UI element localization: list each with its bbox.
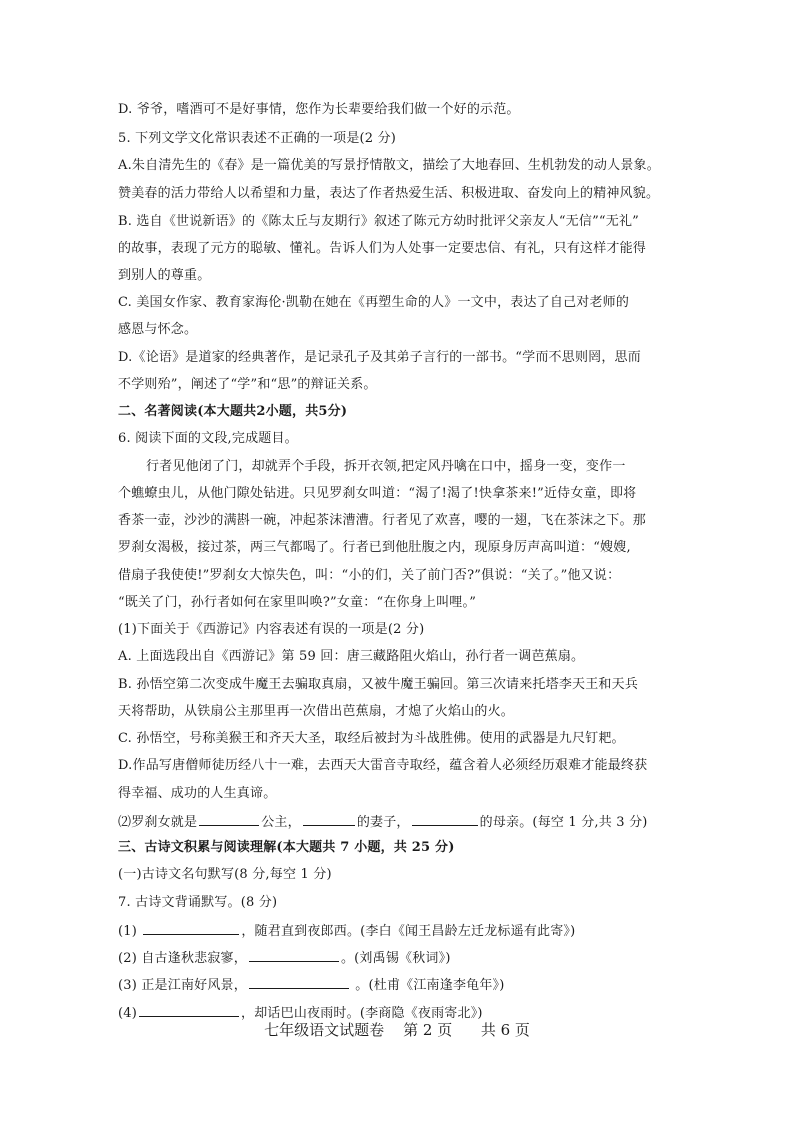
poem-1-blank[interactable] xyxy=(143,921,239,935)
q5-option-d-line2: 不学则殆”，阐述了“学”和“思”的辩证关系。 xyxy=(118,377,377,392)
q6-1-option-b-line1: B. 孙悟空第二次变成牛魔王去骗取真扇，又被牛魔王骗回。第三次请来托塔李天王和天兵 xyxy=(118,677,639,692)
q6-2-part2: 公主， xyxy=(261,815,301,830)
poem-line-1 xyxy=(118,921,678,941)
question-7: 7. 古诗文背诵默写。(8 分) xyxy=(118,895,278,910)
q6-1-option-a: A. 上面选段出自《西游记》第 59 回：唐三藏路阻火焰山，孙行者一调芭蕉扇。 xyxy=(118,649,585,664)
passage-line4: 罗刹女渴极，接过茶，两三气都喝了。行者已到他肚腹之内，现原身厉声高叫道：“嫂嫂, xyxy=(118,540,631,555)
q6-1-option-c: C. 孙悟空，号称美猴王和齐天大圣，取经后被封为斗战胜佛。使用的武器是九尺钉耙。 xyxy=(118,731,625,746)
q5-option-a-line2: 赞美春的活力带给人以希望和力量，表达了作者热爱生活、积极进取、奋发向上的精神风貌。 xyxy=(118,186,660,201)
poem-line-3 xyxy=(118,975,678,995)
q6-1-option-b-line2: 天将帮助，从铁扇公主那里再一次借出芭蕉扇，才熄了火焰山的火。 xyxy=(118,704,515,719)
q5-option-b-line1: B. 选自《世说新语》的《陈太丘与友期行》叙述了陈元方幼时批评父亲友人“无信”“无礼” xyxy=(118,214,640,229)
q5-option-c-line2: 感恩与怀念。 xyxy=(118,322,198,337)
poem-4-blank[interactable] xyxy=(139,1003,239,1017)
section-2-heading: 二、名著阅读(本大题共2小题，共5分) xyxy=(118,404,348,419)
q6-1-option-d-line2: 得幸福、成功的人生真谛。 xyxy=(118,786,277,801)
passage-line3: 香茶一壶，沙沙的满斟一碗，冲起茶沫漕漕。行者见了欢喜，嘤的一翅，飞在茶沫之下。那 xyxy=(118,513,647,528)
page-footer: 七年级语文试题卷 第 2 页 共 6 页 xyxy=(264,1021,530,1039)
section-3-heading: 三、古诗文积累与阅读理解(本大题共 7 小题，共 25 分) xyxy=(118,840,455,855)
q5-option-d-line1: D.《论语》是道家的经典著作，是记录孔子及其弟子言行的一部书。“学而不思则罔，思而 xyxy=(118,350,641,365)
question-6: 6. 阅读下面的文段,完成题目。 xyxy=(118,431,298,446)
q6-2-part3: 的妻子， xyxy=(356,815,410,830)
passage-line2: 个蟭蟟虫儿，从他门隙处钻进。只见罗刹女叫道：“渴了!渴了!快拿茶来!”近侍女童，即将 xyxy=(118,486,637,501)
poem-3-post: 。(杜甫《江南逢李龟年》) xyxy=(350,978,505,993)
answer-blank-1[interactable] xyxy=(199,812,259,826)
poem-2-blank[interactable] xyxy=(249,948,339,962)
poem-1-post: ，随君直到夜郎西。(李白《闻王昌龄左迁龙标遥有此寄》) xyxy=(241,924,576,939)
option-d-q4: D. 爷爷，嗜酒可不是好事情，您作为长辈要给我们做一个好的示范。 xyxy=(118,102,520,117)
q6-1: (1)下面关于《西游记》内容表述有误的一项是(2 分) xyxy=(118,622,425,637)
answer-blank-3[interactable] xyxy=(412,812,478,826)
subsection-1-heading: (一)古诗文名句默写(8 分,每空 1 分) xyxy=(118,867,332,882)
passage-line1: 行者见他闭了门，却就弄个手段，拆开衣领,把定风丹噙在口中，摇身一变，变作一 xyxy=(146,459,626,474)
poem-2-post: 。(刘禹锡《秋词》) xyxy=(340,951,451,966)
q6-1-option-d-line1: D.作品写唐僧师徒历经八十一难，去西天大雷音寺取经，蕴含着人必须经历艰难才能最终获 xyxy=(118,758,648,773)
q6-2-part4: 的母亲。(每空 1 分,共 3 分) xyxy=(479,815,648,830)
poem-2-pre: (2) 自古逢秋悲寂寥， xyxy=(118,951,247,966)
q5-option-c-line1: C. 美国女作家、教育家海伦·凯勒在她在《再塑生命的人》一文中，表达了自己对老师的 xyxy=(118,295,630,310)
poem-3-blank[interactable] xyxy=(249,975,349,989)
q5-option-b-line3: 到别人的尊重。 xyxy=(118,268,211,283)
poem-4-pre: (4) xyxy=(118,1006,138,1021)
poem-4-post: ，却话巴山夜雨时。(李商隐《夜雨寄北》) xyxy=(241,1006,483,1021)
question-5: 5. 下列文学文化常识表述不正确的一项是(2 分) xyxy=(118,131,397,146)
poem-3-pre: (3) 正是江南好风景， xyxy=(118,978,247,993)
answer-blank-2[interactable] xyxy=(303,812,355,826)
q6-2-prefix: ⑵罗刹女就是 xyxy=(118,815,198,830)
passage-line5: 借扇子我使使!”罗刹女大惊失色，叫：“小的们，关了前门否?”俱说：“关了。”他又说： xyxy=(118,568,621,583)
q5-option-b-line2: 的故事，表现了元方的聪敏、懂礼。告诉人们为人处事一定要忠信、有礼，只有这样才能得 xyxy=(118,241,647,256)
q5-option-a-line1: A.朱自清先生的《春》是一篇优美的写景抒情散文，描绘了大地春回、生机勃发的动人景象。 xyxy=(118,158,660,173)
poem-1-pre: (1) xyxy=(118,924,142,939)
q6-2 xyxy=(118,812,678,832)
passage-line6: “既关了门，孙行者如何在家里叫唤?”女童：“在你身上叫哩。” xyxy=(118,595,477,610)
poem-line-2 xyxy=(118,948,678,968)
